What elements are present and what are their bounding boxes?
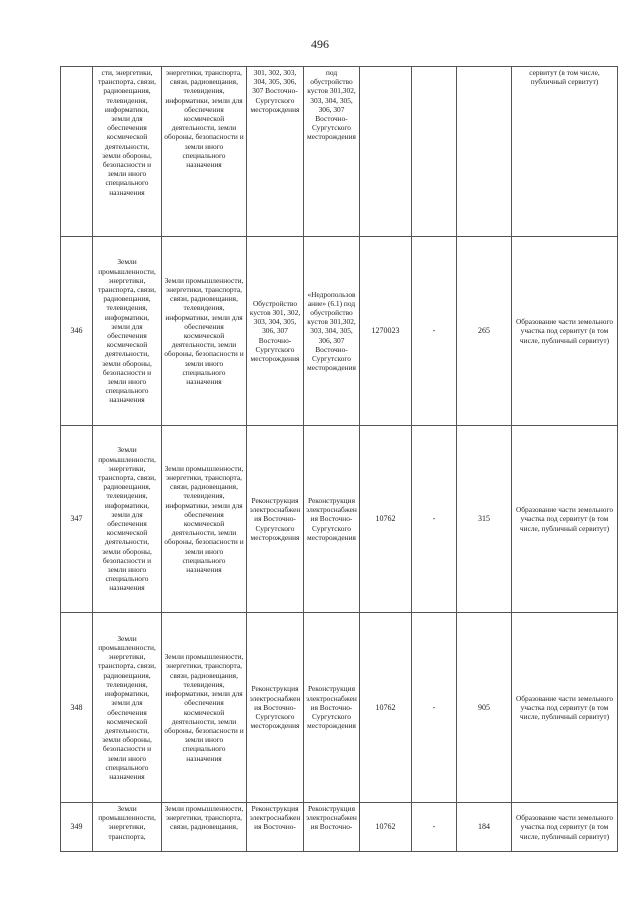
cell-cadastre: 1270023 — [360, 237, 412, 426]
cell-object: Реконструкция электроснабжения Восточно-Сургутского месторождения — [247, 426, 304, 613]
cell-note: Образование части земельного участка под сервитут (в том числе, публичный сервитут) — [512, 426, 618, 613]
cell-area: 184 — [457, 803, 512, 852]
cell-dash — [412, 67, 457, 237]
cell-area: 265 — [457, 237, 512, 426]
cell-cadastre: 10762 — [360, 613, 412, 803]
cell-number: 347 — [61, 426, 93, 613]
cell-purpose: Реконструкция электроснабжения Восточно- — [304, 803, 360, 852]
cell-dash: - — [412, 803, 457, 852]
cell-note: Образование части земельного участка под сервитут (в том числе, публичный сервитут) — [512, 237, 618, 426]
cell-object: 301, 302, 303, 304, 305, 306, 307 Восточно-Сургутского месторождения — [247, 67, 304, 237]
cell-number — [61, 67, 93, 237]
cell-purpose: Реконструкция электроснабжения Восточно-Сургутского месторождения — [304, 613, 360, 803]
page-number: 496 — [311, 37, 329, 51]
cell-purpose: под обустройство кустов 301,302, 303, 304, 305, 306, 307 Восточно-Сургутского месторождения — [304, 67, 360, 237]
cell-use: энергетики, транспорта, связи, радиовещания, телевидения, информатики, земли для обеспечения космической деятельности, земли обороны, безопасности и земли иного специального назначения — [162, 67, 247, 237]
cell-purpose: Реконструкция электроснабжения Восточно-Сургутского месторождения — [304, 426, 360, 613]
cell-number: 349 — [61, 803, 93, 852]
cell-category: Земли промышленности, энергетики, транспорта, — [93, 803, 162, 852]
cell-dash: - — [412, 426, 457, 613]
cell-cadastre: 10762 — [360, 803, 412, 852]
land-plots-table — [60, 66, 618, 852]
table-row — [61, 803, 618, 852]
cell-number: 348 — [61, 613, 93, 803]
cell-use: Земли промышленности, энергетики, транспорта, связи, радиовещания, — [162, 803, 247, 852]
cell-purpose: «Недропользование» (6.1) под обустройство кустов 301,302, 303, 304, 305, 306, 307 Восточно-Сургутского месторождения — [304, 237, 360, 426]
cell-category: Земли промышленности, энергетики, транспорта, связи, радиовещания, телевидения, информатики, земли для обеспечения космической деятельности, земли обороны, безопасности и земли иного специального назначения — [93, 237, 162, 426]
cell-cadastre — [360, 67, 412, 237]
cell-use: Земли промышленности, энергетики, транспорта, связи, радиовещания, телевидения, информатики, земли для обеспечения космической деятельности, земли обороны, безопасности и земли иного специального назначения — [162, 426, 247, 613]
table-row — [61, 237, 618, 426]
cell-dash: - — [412, 613, 457, 803]
cell-cadastre: 10762 — [360, 426, 412, 613]
cell-area: 905 — [457, 613, 512, 803]
table-row — [61, 67, 618, 237]
cell-object: Обустройство кустов 301, 302, 303, 304, 305, 306, 307 Восточно-Сургутского месторождения — [247, 237, 304, 426]
cell-note: Образование части земельного участка под сервитут (в том числе, публичный сервитут) — [512, 803, 618, 852]
cell-area — [457, 67, 512, 237]
cell-note: сервитут (в том числе, публичный сервитут) — [512, 67, 618, 237]
table-row — [61, 426, 618, 613]
cell-note: Образование части земельного участка под сервитут (в том числе, публичный сервитут) — [512, 613, 618, 803]
cell-object: Реконструкция электроснабжения Восточно- — [247, 803, 304, 852]
cell-category: Земли промышленности, энергетики, транспорта, связи, радиовещания, телевидения, информатики, земли для обеспечения космической деятельности, земли обороны, безопасности и земли иного специального назначения — [93, 613, 162, 803]
cell-use: Земли промышленности, энергетики, транспорта, связи, радиовещания, телевидения, информатики, земли для обеспечения космической деятельности, земли обороны, безопасности и земли иного специального назначения — [162, 237, 247, 426]
cell-dash: - — [412, 237, 457, 426]
cell-category: Земли промышленности, энергетики, транспорта, связи, радиовещания, телевидения, информатики, земли для обеспечения космической деятельности, земли обороны, безопасности и земли иного специального назначения — [93, 426, 162, 613]
cell-category: сти, энергетики, транспорта, связи, радиовещания, телевидения, информатики, земли для обеспечения космической деятельности, земли обороны, безопасности и земли иного специального назначения — [93, 67, 162, 237]
cell-object: Реконструкция электроснабжения Восточно-Сургутского месторождения — [247, 613, 304, 803]
table-row — [61, 613, 618, 803]
cell-area: 315 — [457, 426, 512, 613]
cell-number: 346 — [61, 237, 93, 426]
cell-use: Земли промышленности, энергетики, транспорта, связи, радиовещания, телевидения, информатики, земли для обеспечения космической деятельности, земли обороны, безопасности и земли иного специального назначения — [162, 613, 247, 803]
